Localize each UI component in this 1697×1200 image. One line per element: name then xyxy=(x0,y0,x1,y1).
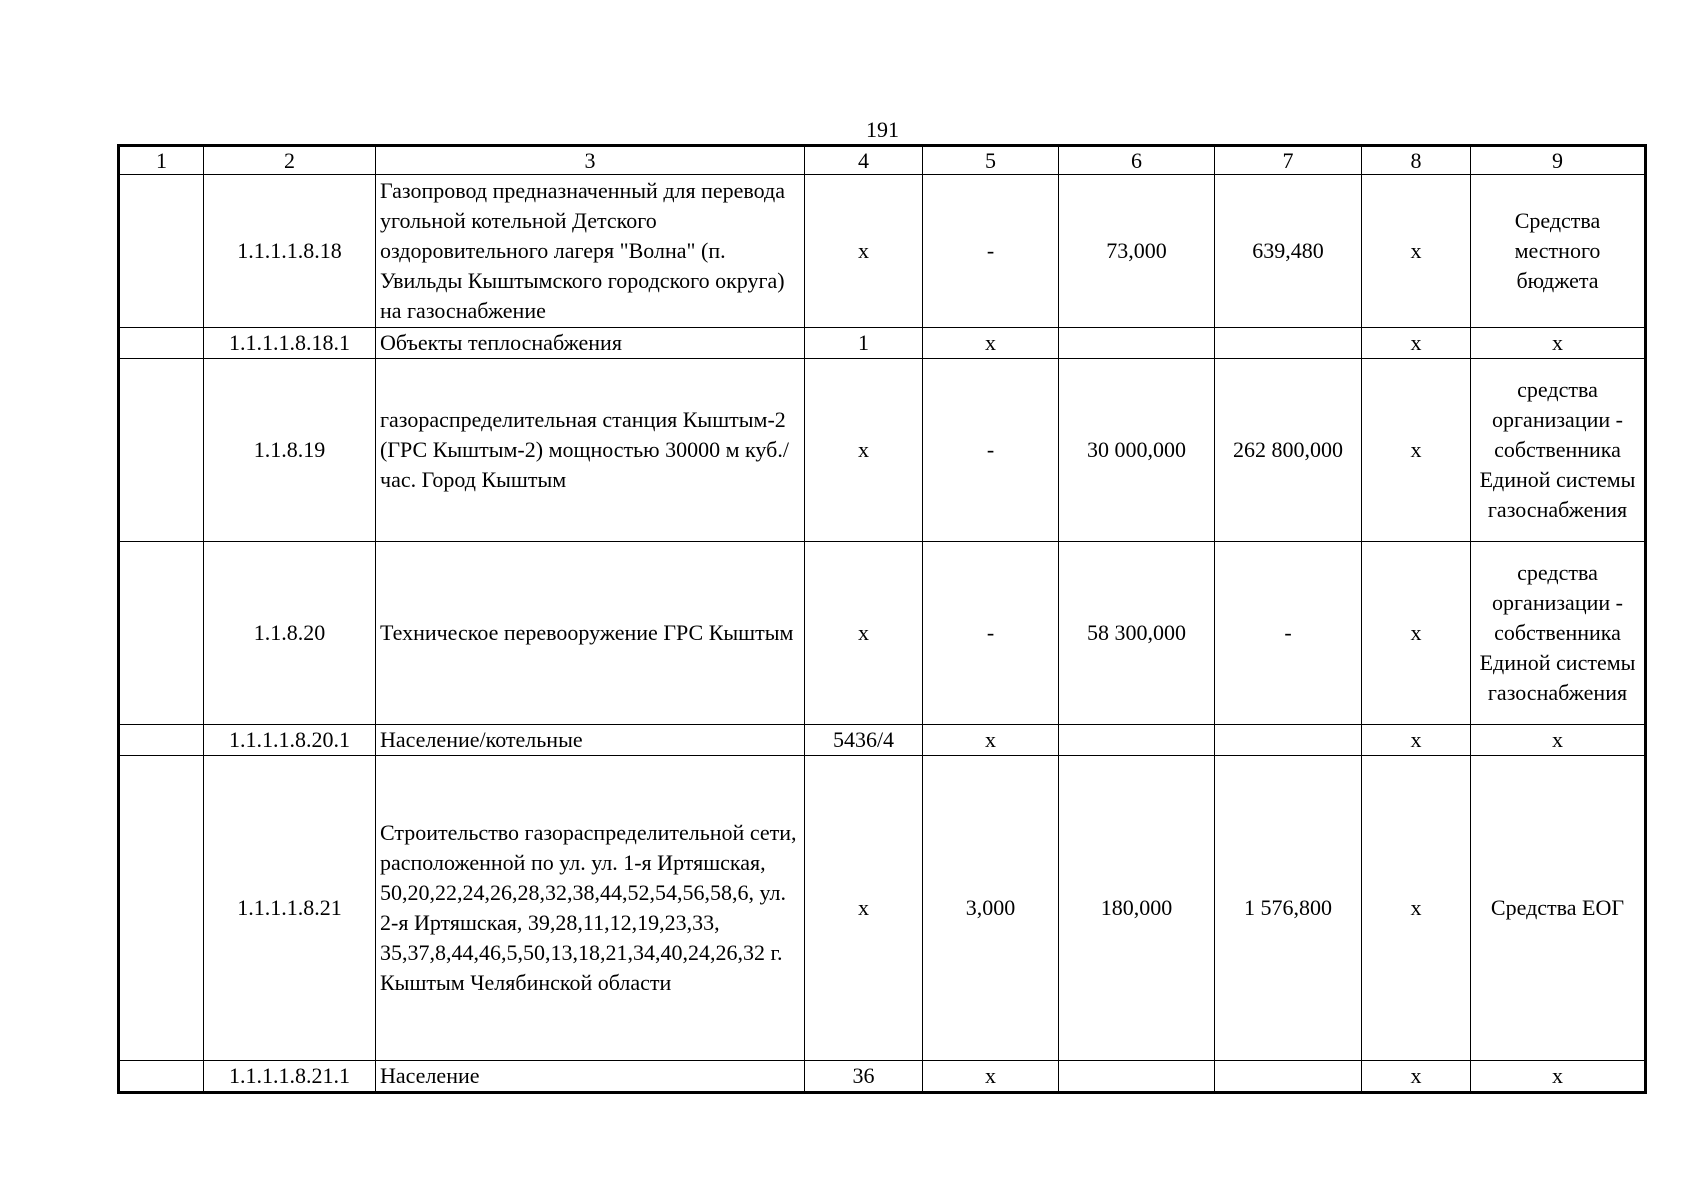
table-cell xyxy=(119,542,204,725)
table-row xyxy=(119,542,1646,725)
table-cell: х xyxy=(805,359,923,542)
table-cell xyxy=(119,1061,204,1093)
table-cell xyxy=(1059,328,1215,359)
table-cell: х xyxy=(805,756,923,1061)
table-cell: х xyxy=(1362,542,1471,725)
table-cell: х xyxy=(805,542,923,725)
item-code: 1.1.8.20 xyxy=(204,542,376,725)
item-description: Объекты теплоснабжения xyxy=(376,328,805,359)
column-header: 9 xyxy=(1471,146,1646,175)
funding-source: х xyxy=(1471,328,1646,359)
table-cell: х xyxy=(1362,175,1471,328)
page-number: 191 xyxy=(866,117,899,142)
item-description: Техническое перевооружение ГРС Кыштым xyxy=(376,542,805,725)
funding-source: средства организации - собственника Единой системы газоснабжения xyxy=(1471,542,1646,725)
column-header: 1 xyxy=(119,146,204,175)
item-description: Население/котельные xyxy=(376,725,805,756)
table-cell xyxy=(119,359,204,542)
table-cell xyxy=(119,175,204,328)
table-cell: 73,000 xyxy=(1059,175,1215,328)
funding-source: средства организации - собственника Единой системы газоснабжения xyxy=(1471,359,1646,542)
table-cell xyxy=(119,725,204,756)
table-cell: 1 xyxy=(805,328,923,359)
table-cell: х xyxy=(923,1061,1059,1093)
table-cell xyxy=(1215,328,1362,359)
table-cell: 3,000 xyxy=(923,756,1059,1061)
table-cell: х xyxy=(1362,328,1471,359)
table-cell: 262 800,000 xyxy=(1215,359,1362,542)
column-header: 2 xyxy=(204,146,376,175)
table-row xyxy=(119,725,1646,756)
item-description: газораспределительная станция Кыштым-2 (ГРС Кыштым-2) мощностью 30000 м куб./час. Город Кыштым xyxy=(376,359,805,542)
table-cell: х xyxy=(1362,359,1471,542)
table-cell: - xyxy=(1215,542,1362,725)
table-row xyxy=(119,359,1646,542)
item-code: 1.1.1.1.8.20.1 xyxy=(204,725,376,756)
table-cell: - xyxy=(923,359,1059,542)
table-cell: 639,480 xyxy=(1215,175,1362,328)
table-row xyxy=(119,328,1646,359)
table-cell: 1 576,800 xyxy=(1215,756,1362,1061)
table-cell xyxy=(119,756,204,1061)
funding-source: Средства местного бюджета xyxy=(1471,175,1646,328)
item-code: 1.1.1.1.8.18.1 xyxy=(204,328,376,359)
column-number-row xyxy=(119,146,1646,175)
item-code: 1.1.1.1.8.18 xyxy=(204,175,376,328)
table-cell xyxy=(1059,725,1215,756)
table-row xyxy=(119,175,1646,328)
funding-source: Средства ЕОГ xyxy=(1471,756,1646,1061)
table-cell xyxy=(1215,725,1362,756)
table-cell: х xyxy=(923,725,1059,756)
column-header: 4 xyxy=(805,146,923,175)
data-table xyxy=(117,144,1647,1094)
column-header: 7 xyxy=(1215,146,1362,175)
item-code: 1.1.8.19 xyxy=(204,359,376,542)
column-header: 6 xyxy=(1059,146,1215,175)
table-cell xyxy=(1215,1061,1362,1093)
table-cell: 36 xyxy=(805,1061,923,1093)
table-row xyxy=(119,756,1646,1061)
table-cell: 180,000 xyxy=(1059,756,1215,1061)
funding-source: х xyxy=(1471,725,1646,756)
item-description: Газопровод предназначенный для перевода угольной котельной Детского оздоровительного лагеря "Волна" (п. Увильды Кыштымского городского округа) на газоснабжение xyxy=(376,175,805,328)
table-cell: х xyxy=(923,328,1059,359)
table-cell: - xyxy=(923,542,1059,725)
table-cell xyxy=(119,328,204,359)
table-cell: 58 300,000 xyxy=(1059,542,1215,725)
table-cell: 5436/4 xyxy=(805,725,923,756)
column-header: 8 xyxy=(1362,146,1471,175)
funding-source: х xyxy=(1471,1061,1646,1093)
table-cell: х xyxy=(1362,725,1471,756)
item-description: Население xyxy=(376,1061,805,1093)
item-code: 1.1.1.1.8.21.1 xyxy=(204,1061,376,1093)
table-cell xyxy=(1059,1061,1215,1093)
table-cell: х xyxy=(1362,1061,1471,1093)
table-cell: 30 000,000 xyxy=(1059,359,1215,542)
column-header: 5 xyxy=(923,146,1059,175)
item-description: Строительство газораспределительной сети, расположенной по ул. ул. 1-я Иртяшская, 50,20,22,24,26,28,32,38,44,52,54,56,58,6, ул. 2-я Иртяшская, 39,28,11,12,19,23,33, 35,37,8,44,46,5,50,13,18,21,34,40,24,26,32 г. Кыштым Челябинской области xyxy=(376,756,805,1061)
item-code: 1.1.1.1.8.21 xyxy=(204,756,376,1061)
table-cell: х xyxy=(805,175,923,328)
table-cell: х xyxy=(1362,756,1471,1061)
table-row xyxy=(119,1061,1646,1093)
table-cell: - xyxy=(923,175,1059,328)
column-header: 3 xyxy=(376,146,805,175)
